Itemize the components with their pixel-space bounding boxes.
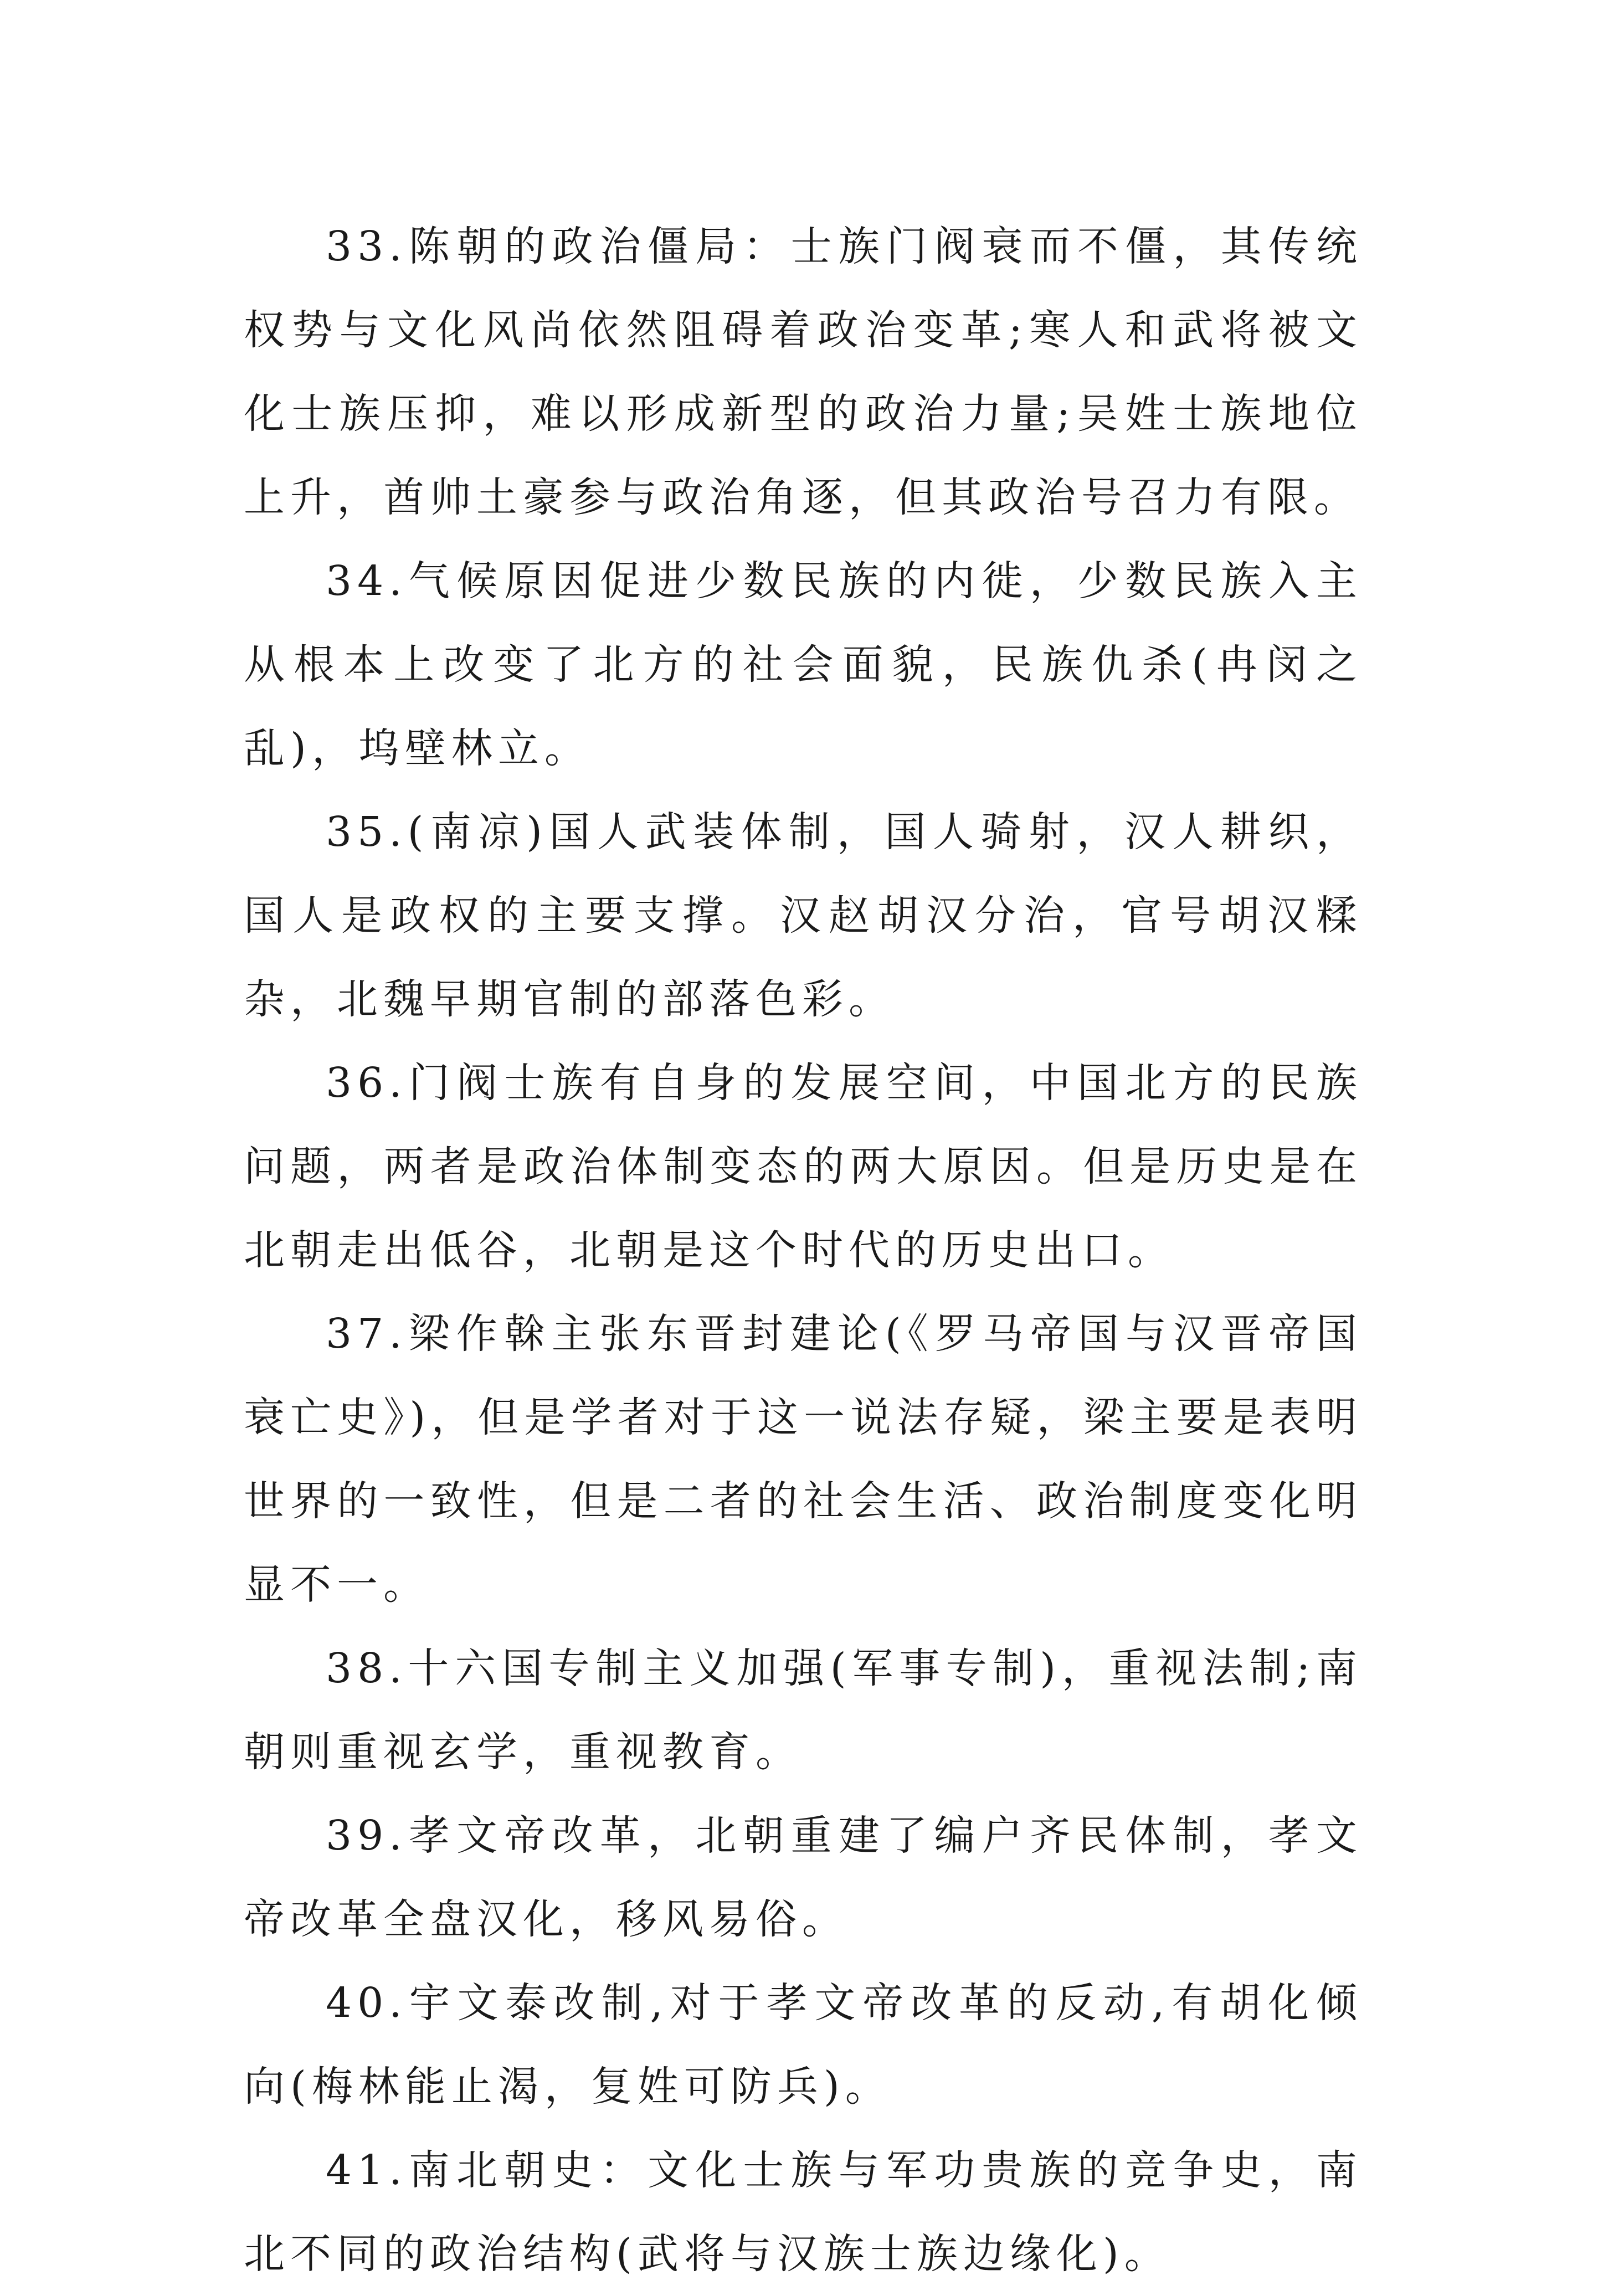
- paragraph-41: 41.南北朝史：文化士族与军功贵族的竞争史，南北不同的政治结构(武将与汉族士族边缘化)。: [244, 2146, 1363, 2278]
- paragraph-40: 40.宇文泰改制,对于孝文帝改革的反动,有胡化倾向(梅林能止渴，复姓可防兵)。: [244, 1979, 1363, 2110]
- paragraph-35: 35.(南凉)国人武装体制，国人骑射，汉人耕织，国人是政权的主要支撑。汉赵胡汉分治，官号胡汉糅杂，北魏早期官制的部落色彩。: [244, 808, 1363, 1023]
- paragraph-37: 37.梁作榦主张东晋封建论(《罗马帝国与汉晋帝国衰亡史》)，但是学者对于这一说法存疑，梁主要是表明世界的一致性，但是二者的社会生活、政治制度变化明显不一。: [244, 1310, 1363, 1609]
- paragraph-38: 38.十六国专制主义加强(军事专制)，重视法制;南朝则重视玄学，重视教育。: [244, 1645, 1363, 1776]
- paragraph-34: 34.气候原因促进少数民族的内徙，少数民族入主从根本上改变了北方的社会面貌，民族仇杀(冉闵之乱)，坞壁林立。: [244, 557, 1363, 772]
- document-body: [244, 205, 1363, 2296]
- paragraph-39: 39.孝文帝改革，北朝重建了编户齐民体制，孝文帝改革全盘汉化，移风易俗。: [244, 1812, 1363, 1943]
- paragraph-36: 36.门阀士族有自身的发展空间，中国北方的民族问题，两者是政治体制变态的两大原因。但是历史是在北朝走出低谷，北朝是这个时代的历史出口。: [244, 1059, 1363, 1274]
- paragraph-33: 33.陈朝的政治僵局：士族门阀衰而不僵，其传统权势与文化风尚依然阻碍着政治变革;寒人和武将被文化士族压抑，难以形成新型的政治力量;吴姓士族地位上升，酋帅土豪参与政治角逐，但其政治号召力有限。: [244, 223, 1363, 521]
